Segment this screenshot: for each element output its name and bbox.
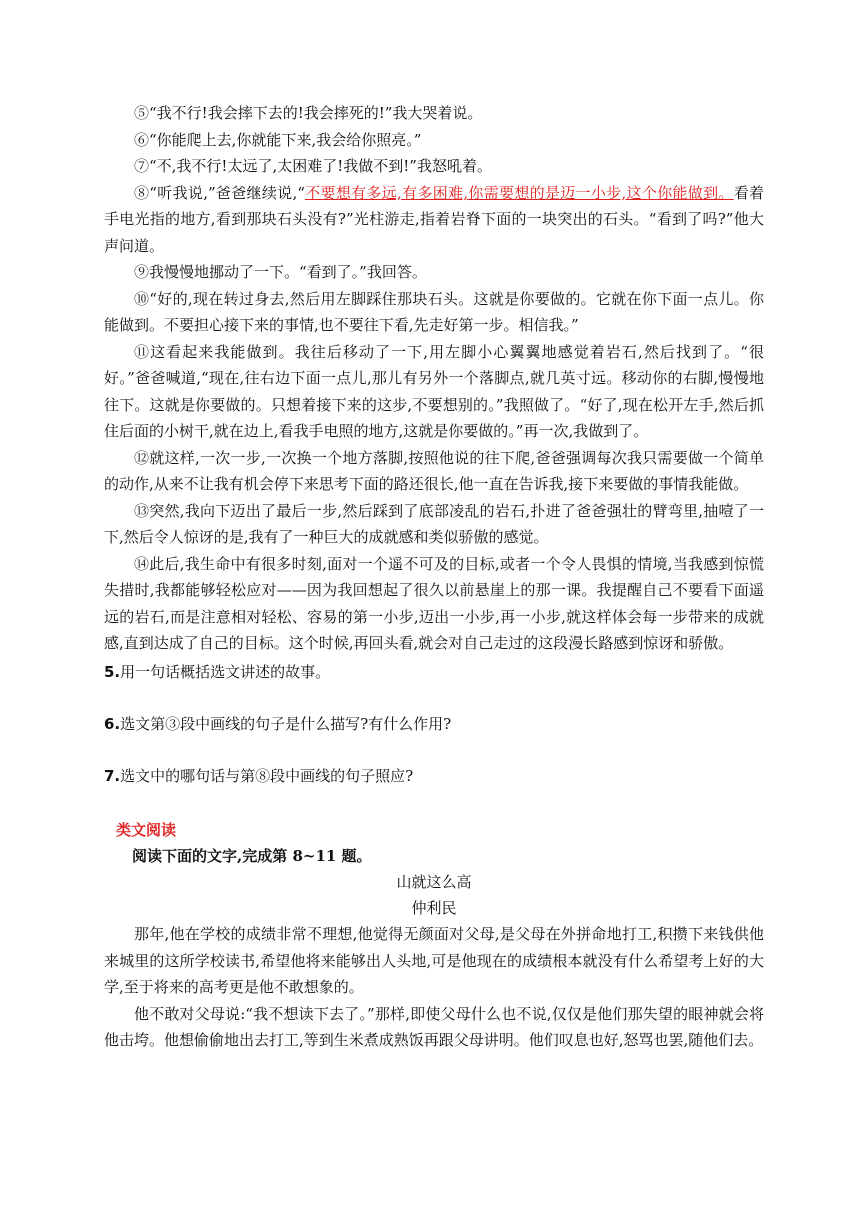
question-number: 6. bbox=[104, 714, 121, 733]
question-text: 用一句话概括选文讲述的故事。 bbox=[120, 662, 331, 681]
paragraph-11: ⑪这看起来我能做到。我往后移动了一下,用左脚小心翼翼地感觉着岩石,然后找到了。“很好。”爸爸喊道,“现在,往右边下面一点儿,那儿有另外一个落脚点,就几英寸远。移动你的右脚,慢慢地往下。这就是你要做的。只想着接下来的这步,不要想别的。”我照做了。“好了,现在松开左手,然后抓住后面的小树干,就在边上,看我手电照的地方,这就是你要做的。”再一次,我做到了。 bbox=[104, 342, 764, 440]
paragraph-9: ⑨我慢慢地挪动了一下。“看到了。”我回答。 bbox=[134, 263, 427, 281]
paragraph-8-before: ⑧“听我说,”爸爸继续说,“ bbox=[134, 183, 305, 202]
underlined-sentence: 不要想有多远,有多困难,你需要想的是迈一小步,这个你能做到。 bbox=[304, 183, 734, 202]
paragraph-12: ⑫就这样,一次一步,一次换一个地方落脚,按照他说的往下爬,爸爸强调每次我只需要做一个简单的动作,从来不让我有机会停下来思考下面的路还很长,他一直在告诉我,接下来要做的事情我能做。 bbox=[104, 448, 764, 493]
instruction: 阅读下面的文字,完成第 8~11 题。 bbox=[132, 846, 372, 865]
question-7 bbox=[104, 763, 764, 789]
section-title: 类文阅读 bbox=[116, 820, 177, 839]
paragraph-5: ⑤“我不行!我会摔下去的!我会摔死的!”我大哭着说。 bbox=[134, 104, 483, 122]
article-paragraph-2: 他不敢对父母说:“我不想读下去了。”那样,即使父母什么也不说,仅仅是他们那失望的眼神就会将他击垮。他想偷偷地出去打工,等到生米煮成熟饭再跟父母讲明。他们叹息也好,怒骂也罢,随他们去。 bbox=[104, 1004, 764, 1049]
question-text: 选文中的哪句话与第⑧段中画线的句子照应? bbox=[120, 766, 414, 785]
question-number: 5. bbox=[104, 662, 121, 681]
question-number: 7. bbox=[104, 766, 121, 785]
paragraph-7: ⑦“不,我不行!太远了,太困难了!我做不到!”我怒吼着。 bbox=[134, 157, 492, 175]
paragraph-6: ⑥“你能爬上去,你就能下来,我会给你照亮。” bbox=[134, 130, 422, 149]
document-page bbox=[104, 100, 764, 1054]
paragraph-14: ⑭此后,我生命中有很多时刻,面对一个遥不可及的目标,或者一个令人畏惧的情境,当我感到惊慌失措时,我都能够轻松应对——因为我回想起了很久以前悬崖上的那一课。我提醒自己不要看下面遥远的岩石,而是注意相对轻松、容易的第一小步,迈出一小步,再一小步,就这样体会每一步带来的成就感,直到达成了自己的目标。这个时候,再回头看,就会对自己走过的这段漫长路感到惊讶和骄傲。 bbox=[104, 554, 764, 652]
paragraph-8 bbox=[104, 180, 764, 260]
question-6 bbox=[104, 711, 764, 737]
article-author: 仲利民 bbox=[411, 899, 457, 917]
paragraph-10: ⑩“好的,现在转过身去,然后用左脚踩住那块石头。这就是你要做的。它就在你下面一点儿。你能做到。不要担心接下来的事情,也不要往下看,先走好第一步。相信我。” bbox=[104, 289, 764, 334]
paragraph-8-after: 看着手电光指的地方,看到那块石头没有?”光柱游走,指着岩脊下面的一块突出的石头。“看到了吗?”他大声问道。 bbox=[104, 183, 764, 255]
question-5 bbox=[104, 659, 764, 685]
article-paragraph-1: 那年,他在学校的成绩非常不理想,他觉得无颜面对父母,是父母在外拼命地打工,积攒下来钱供他来城里的这所学校读书,希望他将来能够出人头地,可是他现在的成绩根本就没有什么希望考上好的大学,至于将来的高考更是他不敢想象的。 bbox=[104, 925, 764, 996]
question-text: 选文第③段中画线的句子是什么描写?有什么作用? bbox=[120, 714, 452, 733]
paragraph-13: ⑬突然,我向下迈出了最后一步,然后踩到了底部凌乱的岩石,扑进了爸爸强壮的臂弯里,抽噎了一下,然后令人惊讶的是,我有了一种巨大的成就感和类似骄傲的感觉。 bbox=[104, 501, 764, 546]
article-title: 山就这么高 bbox=[396, 873, 472, 891]
